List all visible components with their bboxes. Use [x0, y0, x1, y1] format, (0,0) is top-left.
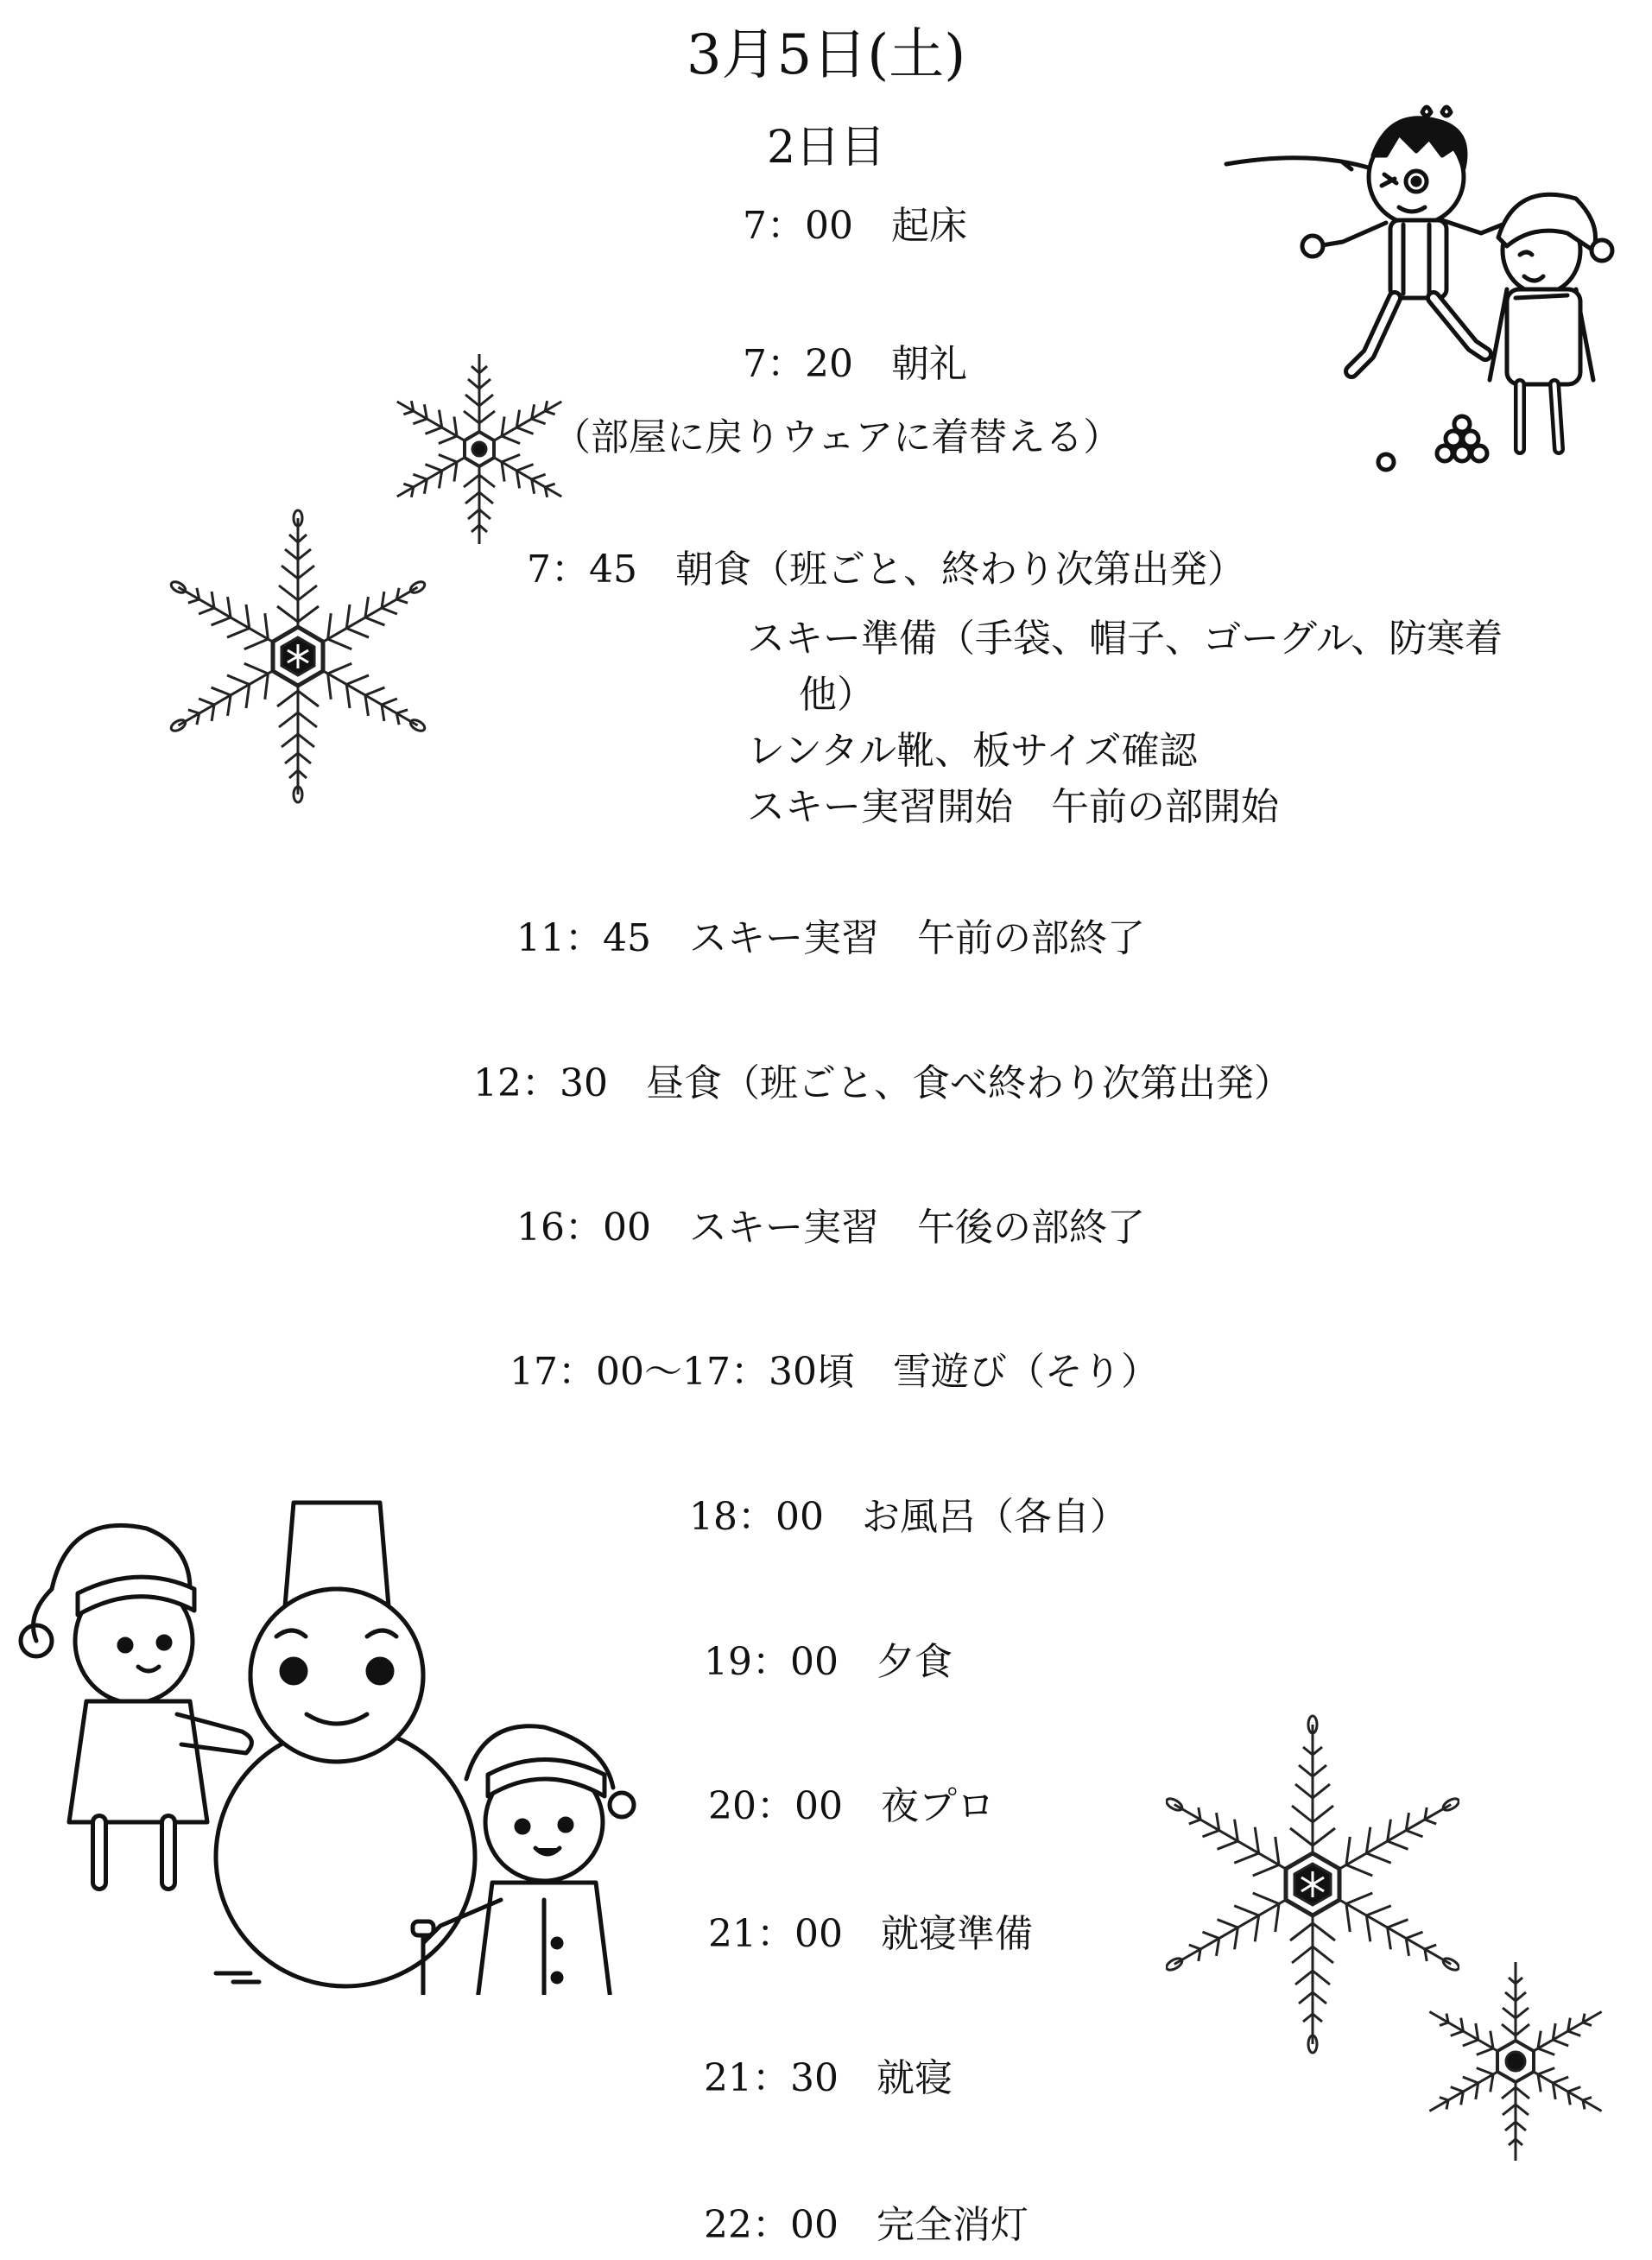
schedule-line-1900: 19：00 夕食	[704, 1640, 953, 1684]
schedule-line-2000: 20：00 夜プロ	[708, 1784, 995, 1828]
schedule-line-1230: 12：30 昼食（班ごと、食べ終わり次第出発）	[473, 1061, 1292, 1105]
schedule-line-1800: 18：00 お風呂（各自）	[689, 1495, 1128, 1539]
schedule-line-2200: 22：00 完全消灯	[704, 2203, 1029, 2247]
schedule-prep-1b: 他）	[799, 673, 875, 717]
schedule-line-0720: 7：20 朝礼	[743, 342, 967, 386]
schedule-line-1600: 16：00 スキー実習 午後の部終了	[516, 1206, 1145, 1250]
schedule-prep-3: スキー実習開始 午前の部開始	[747, 785, 1279, 829]
children-building-snowman-illustration	[17, 1494, 639, 1995]
schedule-prep-1: スキー準備（手袋、帽子、ゴーグル、防寒着	[747, 617, 1503, 661]
schedule-prep-2: レンタル靴、板サイズ確認	[747, 729, 1198, 773]
schedule-line-0745: 7：45 朝食（班ごと、終わり次第出発）	[527, 548, 1245, 592]
day-label: 2日目	[766, 122, 886, 174]
snowball-fight-illustration	[1222, 95, 1619, 484]
schedule-line-1700: 17：00～17：30頃 雪遊び（そり）	[510, 1350, 1159, 1394]
schedule-note-0720: （部屋に戻りウェアに着替える）	[553, 415, 1122, 459]
schedule-line-2100: 21：00 就寝準備	[708, 1912, 1033, 1956]
snowflake-icon	[1408, 1952, 1624, 2172]
page-title: 3月5日(土)	[686, 23, 966, 87]
snowflake-icon	[130, 505, 466, 807]
schedule-line-2130: 21：30 就寝	[704, 2056, 953, 2100]
schedule-line-0700: 7：00 起床	[743, 204, 967, 248]
schedule-line-1145: 11：45 スキー実習 午前の部終了	[516, 916, 1145, 960]
